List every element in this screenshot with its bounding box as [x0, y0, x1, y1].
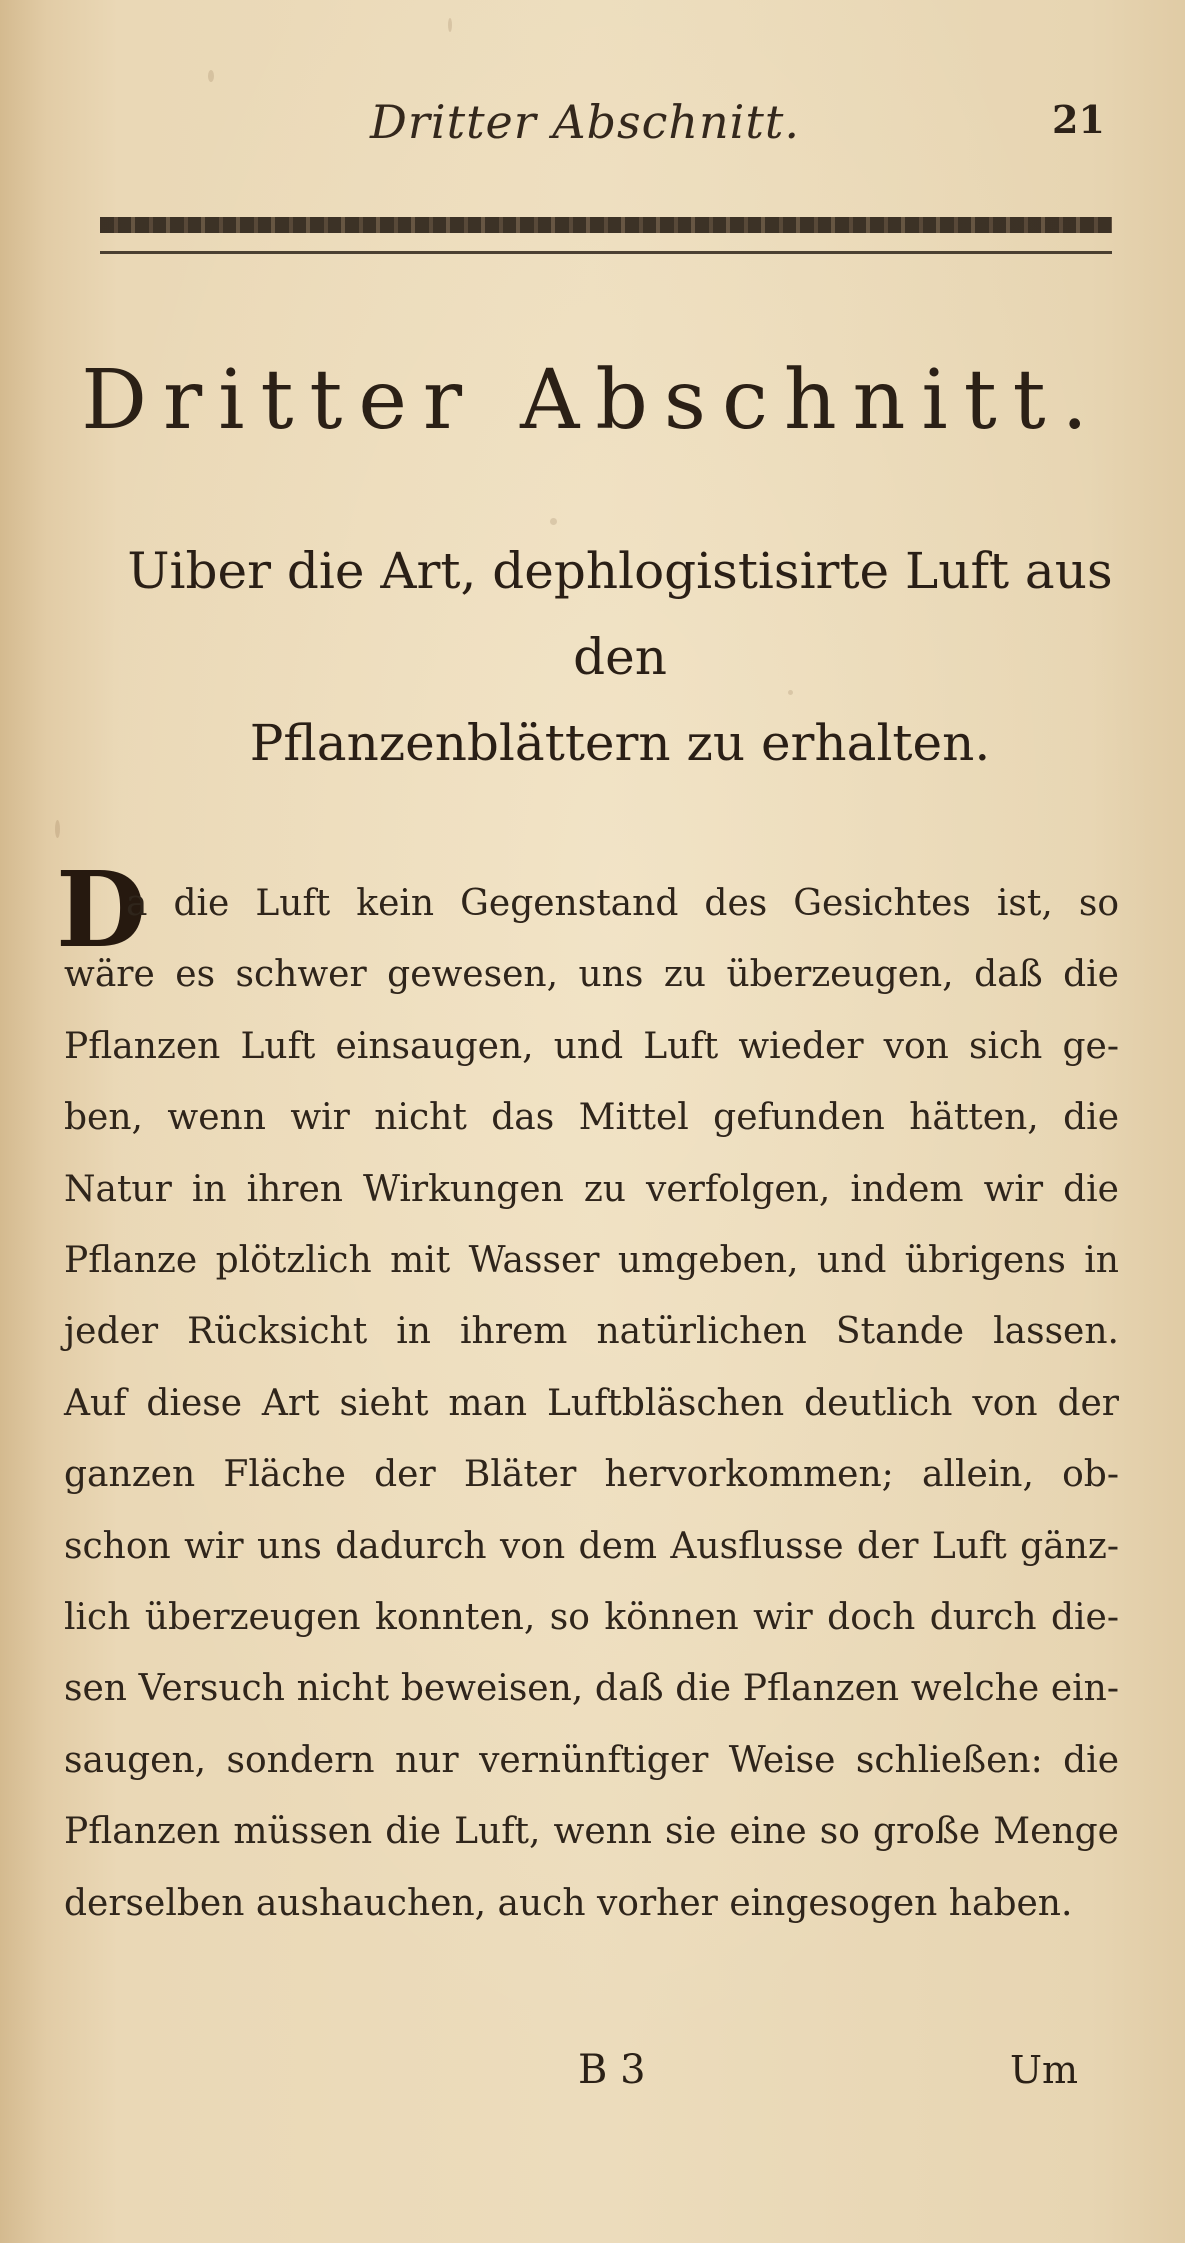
body-line: Auf diese Art sieht man Luftbläschen deutlich von der — [64, 1382, 1119, 1424]
body-line: sen Versuch nicht beweisen, daß die Pflanzen welche ein- — [64, 1668, 1119, 1710]
running-head: Dritter Abschnitt. — [370, 95, 800, 149]
chapter-title: Dritter Abschnitt. — [81, 353, 1104, 448]
paper-speck — [550, 518, 557, 525]
drop-cap: D — [56, 848, 147, 971]
body-line: ganzen Fläche der Bläter hervorkommen; allein, ob- — [64, 1454, 1119, 1496]
paper-speck — [55, 820, 60, 838]
body-line: schon wir uns dadurch von dem Ausflusse der Luft gänz- — [64, 1525, 1119, 1567]
section-title — [120, 528, 1120, 786]
body-line: saugen, sondern nur vernünftiger Weise schließen: die — [64, 1739, 1119, 1781]
body-line: a die Luft kein Gegenstand des Gesichtes ist, so — [126, 883, 1119, 924]
body-line: Pflanze plötzlich mit Wasser umgeben, und übrigens in — [64, 1240, 1119, 1282]
page-header — [0, 95, 1185, 155]
header-rule — [100, 251, 1112, 254]
page-number: 21 — [1052, 97, 1105, 142]
body-line: wäre es schwer gewesen, uns zu überzeugen, daß die — [64, 954, 1119, 996]
body-line: jeder Rücksicht in ihrem natürlichen Stande lassen. — [64, 1311, 1119, 1353]
body-line: Pflanzen Luft einsaugen, und Luft wieder von sich ge- — [64, 1025, 1119, 1067]
paper-speck — [448, 18, 452, 32]
paper-speck — [208, 70, 214, 82]
body-line: Natur in ihren Wirkungen zu verfolgen, indem wir die — [64, 1168, 1119, 1210]
catchword: Um — [1010, 2048, 1079, 2092]
body-line: ben, wenn wir nicht das Mittel gefunden hätten, die — [64, 1097, 1119, 1139]
body-paragraph — [64, 868, 1119, 1939]
ornamental-rule — [100, 217, 1112, 233]
body-line: derselben aushauchen, auch vorher eingesogen haben. — [64, 1882, 1073, 1924]
body-line: Pflanzen müssen die Luft, wenn sie eine so große Menge — [64, 1811, 1119, 1853]
body-line: lich überzeugen konnten, so können wir doch durch die- — [64, 1597, 1119, 1639]
section-title-line: Pflanzenblättern zu erhalten. — [249, 714, 991, 772]
signature-mark: B 3 — [578, 2047, 646, 2093]
section-title-line: Uiber die Art, dephlogistisirte Luft aus den — [127, 542, 1113, 686]
